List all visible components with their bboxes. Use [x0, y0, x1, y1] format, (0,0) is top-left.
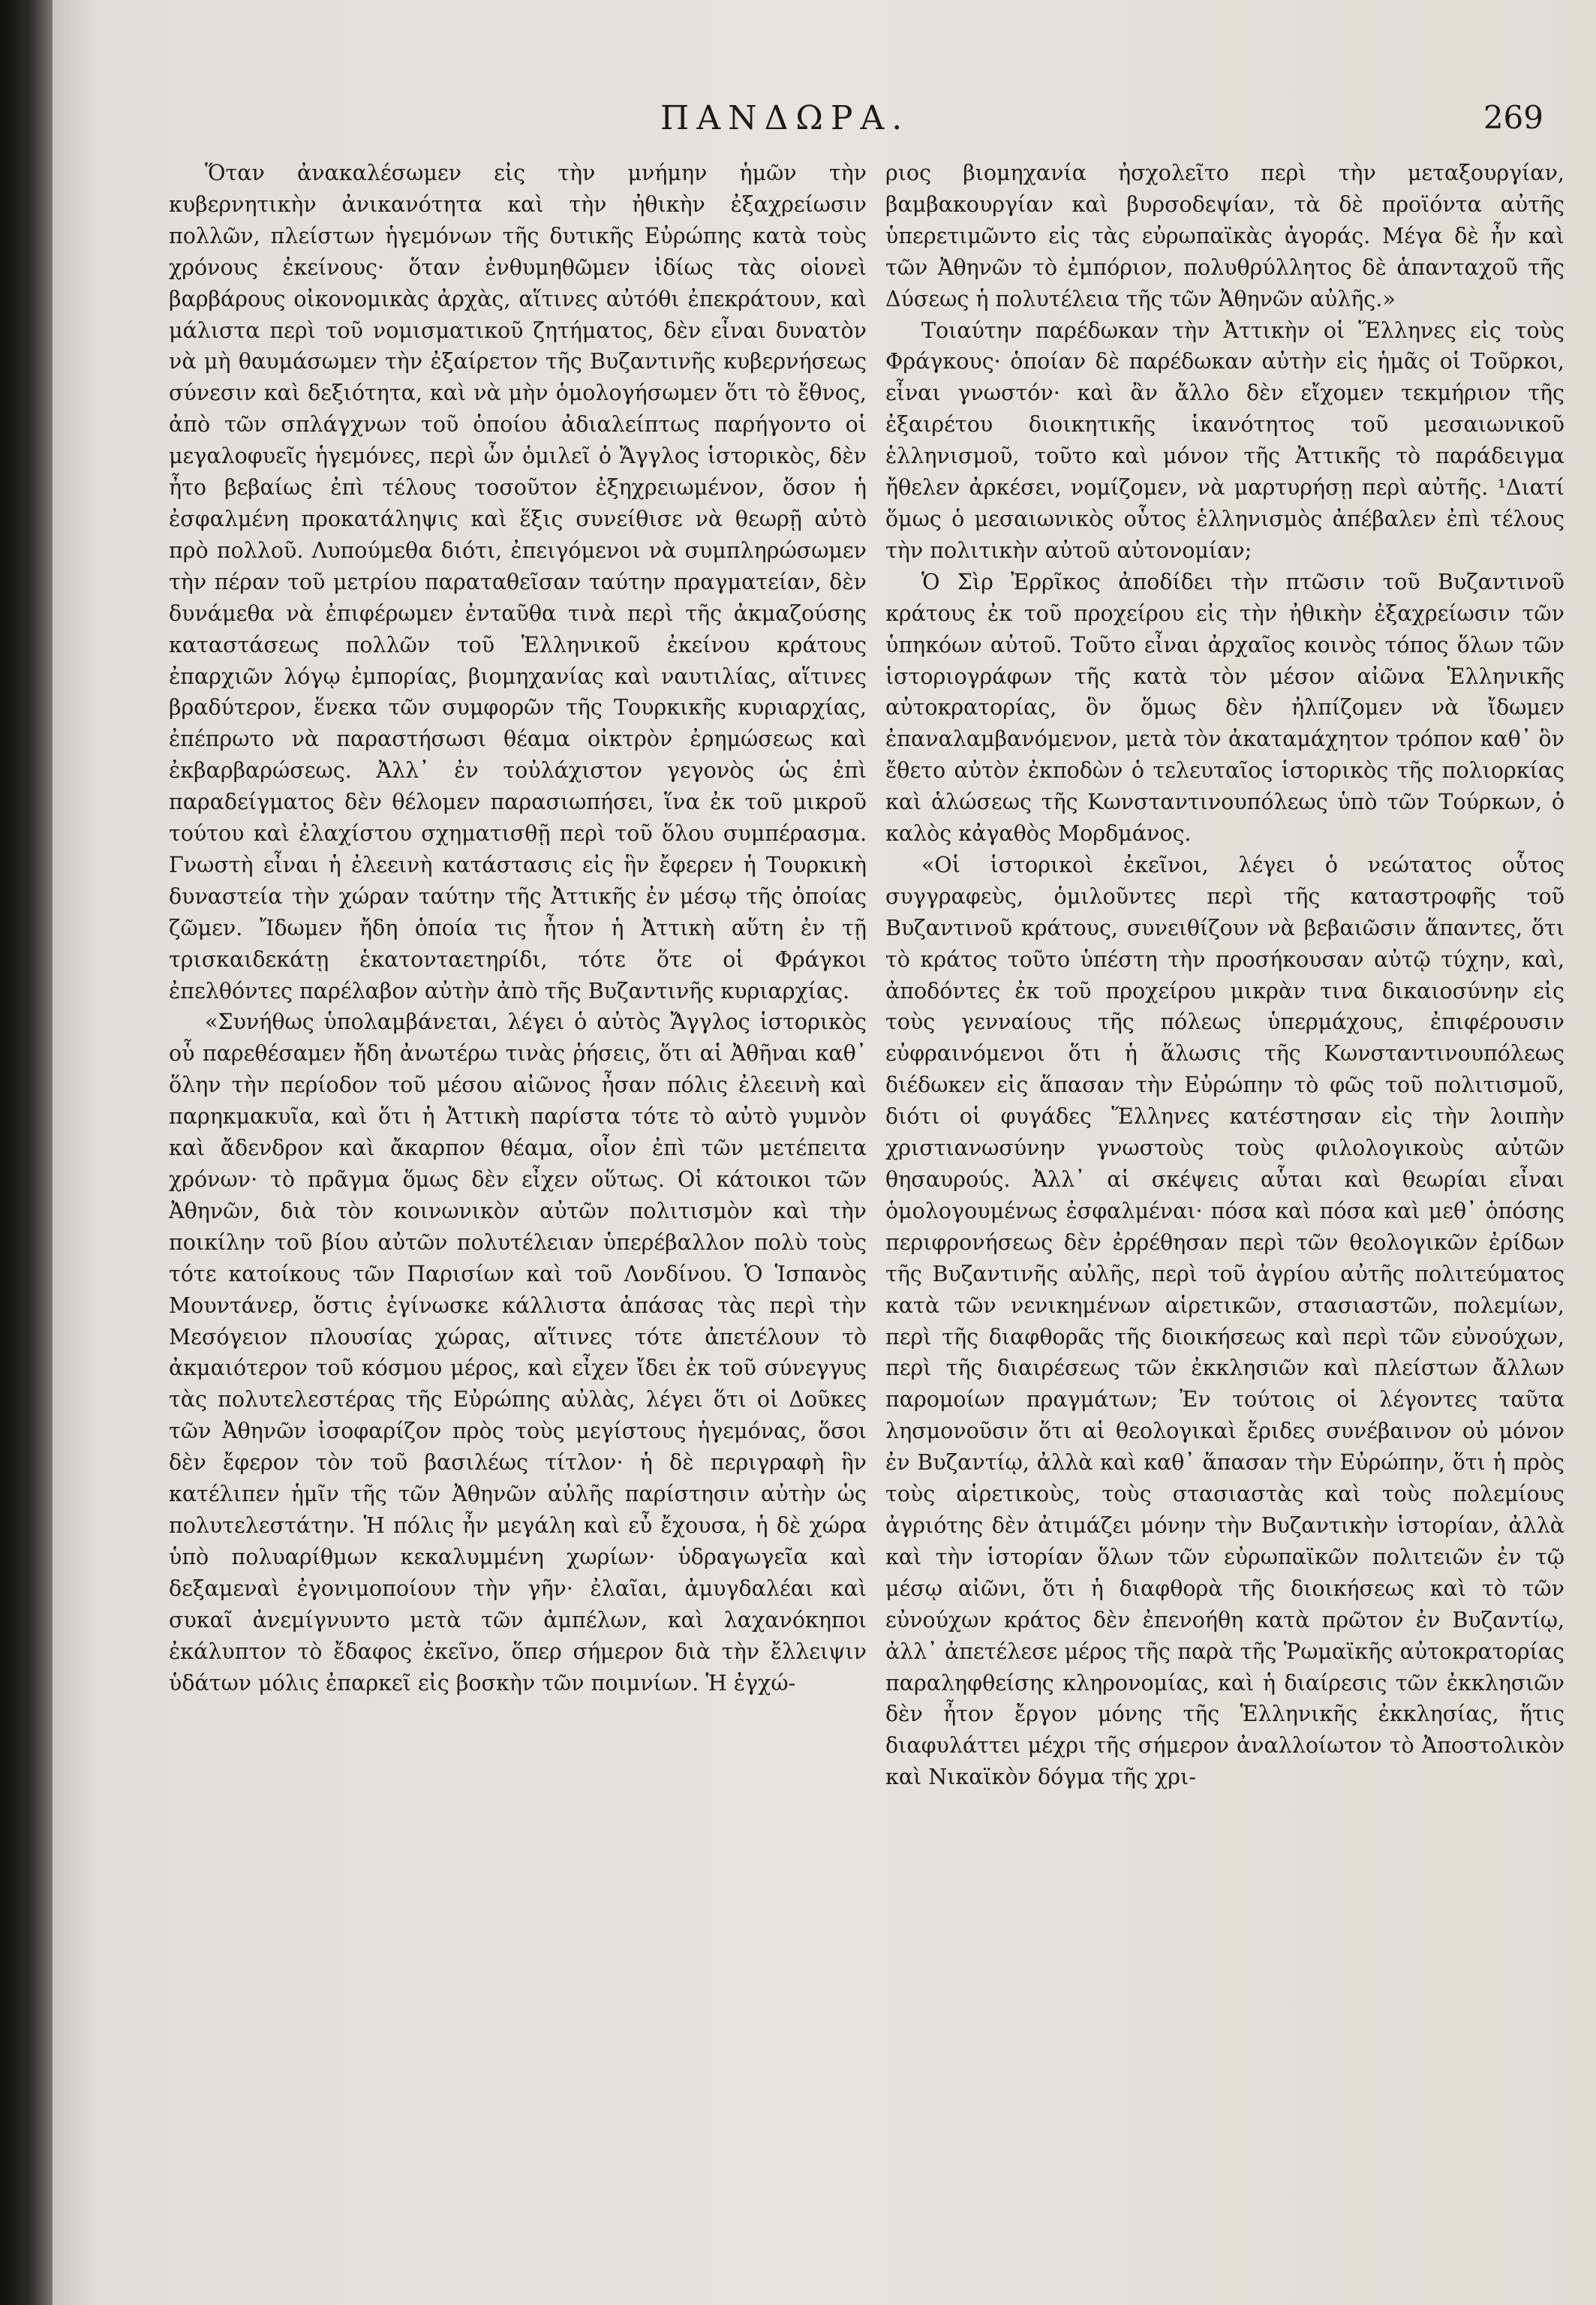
running-title: ΠΑΝΔΩΡΑ.: [660, 99, 910, 137]
running-head: [180, 99, 1551, 144]
paragraph: Ὁ Σὶρ Ἐρρῖκος ἀποδίδει τὴν πτῶσιν τοῦ Βυζαντινοῦ κράτους ἐκ τοῦ προχείρου εἰς τὴν ἠθικὴν ἐξαχρείωσιν τῶν ὑπηκόων αὐτοῦ. Τοῦτο εἶναι ἀρχαῖος κοινὸς τόπος ὅλων τῶν ἱστοριογράφων τῆς κατὰ τὸν μέσον αἰῶνα Ἑλληνικῆς αὐτοκρατορίας, ὃν ὅμως δὲν ἠλπίζομεν νὰ ἴδωμεν ἐπαναλαμβανόμενον, μετὰ τὸν ἀκαταμάχητον τρόπον καθ᾽ ὃν ἔθετο αὐτὸν ἐκποδὼν ὁ τελευταῖος ἱστορικὸς τῆς πολιορκίας καὶ ἁλώσεως τῆς Κωνσταντινουπόλεως ὑπὸ τῶν Τούρκων, ὁ καλὸς κἀγαθὸς Μορδμάνος.: [885, 569, 1564, 847]
left-column: [169, 158, 867, 2274]
book-gutter: [0, 0, 53, 2305]
paragraph: Ὅταν ἀνακαλέσωμεν εἰς τὴν μνήμην ἡμῶν τὴν κυβερνητικὴν ἀνικανότητα καὶ τὴν ἠθικὴν ἐξαχρείωσιν πολλῶν, πλείστων ἡγεμόνων τῆς δυτικῆς Εὐρώπης κατὰ τοὺς χρόνους ἐκείνους· ὅταν ἐνθυμηθῶμεν ἰδίως τὰς οἱονεὶ βαρβάρους οἰκονομικὰς ἀρχὰς, αἵτινες αὐτόθι ἐπεκράτουν, καὶ μάλιστα περὶ τοῦ νομισματικοῦ ζητήματος, δὲν εἶναι δυνατὸν νὰ μὴ θαυμάσωμεν τὴν ἐξαίρετον τῆς Βυζαντινῆς κυβερνήσεως σύνεσιν καὶ δεξιότητα, καὶ νὰ μὴν ὁμολογήσωμεν ὅτι τὸ ἔθνος, ἀπὸ τῶν σπλάγχνων τοῦ ὁποίου ἀδιαλείπτως παρήγοντο οἱ μεγαλοφυεῖς ἡγεμόνες, περὶ ὧν ὁμιλεῖ ὁ Ἄγγλος ἱστορικὸς, δὲν ἦτο βεβαίως ἐπὶ τέλους τοσοῦτον ἐξηχρειωμένον, ὅσον ἡ ἐσφαλμένη προκατάληψις καὶ ἕξις συνείθισε νὰ θεωρῇ αὐτὸ πρὸ πολλοῦ. Λυπούμεθα διότι, ἐπειγόμενοι νὰ συμπληρώσωμεν τὴν πέραν τοῦ μετρίου παραταθεῖσαν ταύτην πραγματείαν, δὲν δυνάμεθα νὰ ἐπιφέρωμεν ἐνταῦθα τινὰ περὶ τῆς ἀκμαζούσης καταστάσεως πολλῶν τοῦ Ἑλληνικοῦ ἐκείνου κράτους ἐπαρχιῶν λόγῳ ἐμπορίας, βιομηχανίας καὶ ναυτιλίας, αἵτινες βραδύτερον, ἕνεκα τῶν συμφορῶν τῆς Τουρκικῆς κυριαρχίας, ἐπέπρωτο νὰ παραστήσωσι θέαμα οἰκτρὸν ἐρημώσεως καὶ ἐκβαρβαρώσεως. Ἀλλ᾽ ἐν τοὐλάχιστον γεγονὸς ὡς ἐπὶ παραδείγματος δὲν θέλομεν παρασιωπήσει, ἵνα ἐκ τοῦ μικροῦ τούτου καὶ ἐλαχίστου σχηματισθῇ περὶ τοῦ ὅλου συμπέρασμα. Γνωστὴ εἶναι ἡ ἐλεεινὴ κατάστασις εἰς ἣν ἔφερεν ἡ Τουρκικὴ δυναστεία τὴν χώραν ταύτην τῆς Ἀττικῆς ἐν μέσῳ τῆς ὁποίας ζῶμεν. Ἴδωμεν ἤδη ὁποία τις ἦτον ἡ Ἀττικὴ αὕτη ἐν τῇ τρισκαιδεκάτῃ ἑκατονταετηρίδι, τότε ὅτε οἱ Φράγκοι ἐπελθόντες παρέλαβον αὐτὴν ἀπὸ τῆς Βυζαντινῆς κυριαρχίας.: [169, 161, 867, 1004]
paragraph: ριος βιομηχανία ἠσχολεῖτο περὶ τὴν μεταξουργίαν, βαμβακουργίαν καὶ βυρσοδεψίαν, τὰ δὲ προϊόντα αὐτῆς ὑπερετιμῶντο εἰς τὰς εὐρωπαϊκὰς ἀγοράς. Μέγα δὲ ἦν καὶ τῶν Ἀθηνῶν τὸ ἐμπόριον, πολυθρύλλητος δὲ ἁπανταχοῦ τῆς Δύσεως ἡ πολυτέλεια τῆς τῶν Ἀθηνῶν αὐλῆς.»: [885, 161, 1564, 311]
right-column: [885, 158, 1564, 2274]
paragraph: «Οἱ ἱστορικοὶ ἐκεῖνοι, λέγει ὁ νεώτατος οὗτος συγγραφεὺς, ὁμιλοῦντες περὶ τῆς καταστροφῆς τοῦ Βυζαντινοῦ κράτους, συνειθίζουν νὰ βεβαιῶσιν ἅπαντες, ὅτι τὸ κράτος τοῦτο ὑπέστη τὴν προσήκουσαν αὐτῷ τύχην, καὶ, ἀποδόντες ἐκ τοῦ προχείρου μικρὰν τινα δικαιοσύνην εἰς τοὺς γενναίους τῆς πόλεως ὑπερμάχους, ἐπιφέρουσιν εὐφραινόμενοι ὅτι ἡ ἅλωσις τῆς Κωνσταντινουπόλεως διέδωκεν εἰς ἅπασαν τὴν Εὐρώπην τὸ φῶς τοῦ πολιτισμοῦ, διότι οἱ φυγάδες Ἕλληνες κατέστησαν εἰς τὴν λοιπὴν χριστιανωσύνην γνωστοὺς τοὺς φιλολογικοὺς αὐτῶν θησαυρούς. Ἀλλ᾽ αἱ σκέψεις αὗται καὶ θεωρίαι εἶναι ὁμολογουμένως ἐσφαλμέναι· πόσα καὶ πόσα καὶ μεθ᾽ ὁπόσης περιφρονήσεως δὲν ἐρρέθησαν περὶ τῶν θεολογικῶν ἐρίδων τῆς Βυζαντινῆς αὐλῆς, περὶ τοῦ ἀγρίου αὐτῆς πολιτεύματος κατὰ τῶν νενικημένων αἱρετικῶν, στασιαστῶν, πολεμίων, περὶ τῆς διαφθορᾶς τῆς διοικήσεως καὶ περὶ τῶν εὐνούχων, περὶ τῆς διαιρέσεως τῶν ἐκκλησιῶν καὶ πλείστων ἄλλων παρομοίων πραγμάτων; Ἐν τούτοις οἱ λέγοντες ταῦτα λησμονοῦσιν ὅτι αἱ θεολογικαὶ ἔριδες συνέβαινον οὐ μόνον ἐν Βυζαντίῳ, ἀλλὰ καὶ καθ᾽ ἅπασαν τὴν Εὐρώπην, ὅτι ἡ πρὸς τοὺς αἱρετικοὺς, τοὺς στασιαστὰς καὶ τοὺς πολεμίους ἀγριότης δὲν ἀτιμάζει μόνην τὴν Βυζαντικὴν ἱστορίαν, ἀλλὰ καὶ τὴν ἱστορίαν ὅλων τῶν εὐρωπαϊκῶν πολιτειῶν ἐν τῷ μέσῳ αἰῶνι, ὅτι ἡ διαφθορὰ τῆς διοικήσεως καὶ τὸ τῶν εὐνούχων κράτος δὲν ἐπενοήθη κατὰ πρῶτον ἐν Βυζαντίῳ, ἀλλ᾽ ἀπετέλεσε μέρος τῆς παρὰ τῆς Ῥωμαϊκῆς αὐτοκρατορίας παραληφθείσης κληρονομίας, καὶ ἡ διαίρεσις τῶν ἐκκλησιῶν δὲν ἦτον ἔργον μόνης τῆς Ἑλληνικῆς ἐκκλησίας, ἥτις διαφυλάττει μέχρι τῆς σήμερον ἀναλλοίωτον τὸ Ἀποστολικὸν καὶ Νικαϊκὸν δόγμα τῆς χρι-: [885, 852, 1564, 1790]
page-number: 269: [1483, 99, 1543, 136]
paragraph: Τοιαύτην παρέδωκαν τὴν Ἀττικὴν οἱ Ἕλληνες εἰς τοὺς Φράγκους· ὁποίαν δὲ παρέδωκαν αὐτὴν εἰς ἡμᾶς οἱ Τοῦρκοι, εἶναι γνωστόν· καὶ ἂν ἄλλο δὲν εἴχομεν τεκμήριον τῆς ἐξαιρέτου διοικητικῆς ἱκανότητος τοῦ μεσαιωνικοῦ ἑλληνισμοῦ, τοῦτο καὶ μόνον τῆς Ἀττικῆς τὸ παράδειγμα ἤθελεν ἀρκέσει, νομίζομεν, νὰ μαρτυρήσῃ περὶ αὐτῆς. ¹Διατί ὅμως ὁ μεσαιωνικὸς οὗτος ἑλληνισμὸς ἀπέβαλεν ἐπὶ τέλους τὴν πολιτικὴν αὐτοῦ αὐτονομίαν;: [885, 317, 1564, 563]
paragraph: «Συνήθως ὑπολαμβάνεται, λέγει ὁ αὐτὸς Ἄγγλος ἱστορικὸς οὗ παρεθέσαμεν ἤδη ἀνωτέρω τινὰς ῥήσεις, ὅτι αἱ Ἀθῆναι καθ᾽ ὅλην τὴν περίοδον τοῦ μέσου αἰῶνος ἦσαν πόλις ἐλεεινὴ καὶ παρηκμακυῖα, καὶ ὅτι ἡ Ἀττικὴ παρίστα τότε τὸ αὐτὸ γυμνὸν καὶ ἄδενδρον καὶ ἄκαρπον θέαμα, οἷον ἐπὶ τῶν μετέπειτα χρόνων· τὸ πρᾶγμα ὅμως δὲν εἶχεν οὕτως. Οἱ κάτοικοι τῶν Ἀθηνῶν, διὰ τὸν κοινωνικὸν αὐτῶν πολιτισμὸν καὶ τὴν ποικίλην τοῦ βίου αὐτῶν πολυτέλειαν ὑπερέβαλλον πολὺ τοὺς τότε κατοίκους τῶν Παρισίων καὶ τοῦ Λονδίνου. Ὁ Ἱσπανὸς Μουντάνερ, ὅστις ἐγίνωσκε κάλλιστα ἁπάσας τὰς περὶ τὴν Μεσόγειον πλουσίας χώρας, αἵτινες τότε ἀπετέλουν τὸ ἀκμαιότερον τοῦ κόσμου μέρος, καὶ εἶχεν ἴδει ἐκ τοῦ σύνεγγυς τὰς πολυτελεστέρας τῆς Εὐρώπης αὐλὰς, λέγει ὅτι οἱ Δοῦκες τῶν Ἀθηνῶν ἰσοφαρίζον πρὸς τοὺς μεγίστους ἡγεμόνας, ὅσοι δὲν ἔφερον τὸν τοῦ βασιλέως τίτλον· ἡ δὲ περιγραφὴ ἣν κατέλιπεν ἡμῖν τῆς τῶν Ἀθηνῶν αὐλῆς παρίστησιν αὐτὴν ὡς πολυτελεστάτην. Ἡ πόλις ἦν μεγάλη καὶ εὖ ἔχουσα, ἡ δὲ χώρα ὑπὸ πολυαρίθμων κεκαλυμμένη χωρίων· ὑδραγωγεῖα καὶ δεξαμεναὶ ἐγονιμοποίουν τὴν γῆν· ἐλαῖαι, ἀμυγδαλέαι καὶ συκαῖ ἀνεμίγνυντο μετὰ τῶν ἀμπέλων, καὶ λαχανόκηποι ἐκάλυπτον τὸ ἔδαφος ἐκεῖνο, ὅπερ σήμερον διὰ τὴν ἔλλειψιν ὑδάτων μόλις ἐπαρκεῖ εἰς βοσκὴν τῶν ποιμνίων. Ἡ ἐγχώ-: [169, 1010, 867, 1696]
